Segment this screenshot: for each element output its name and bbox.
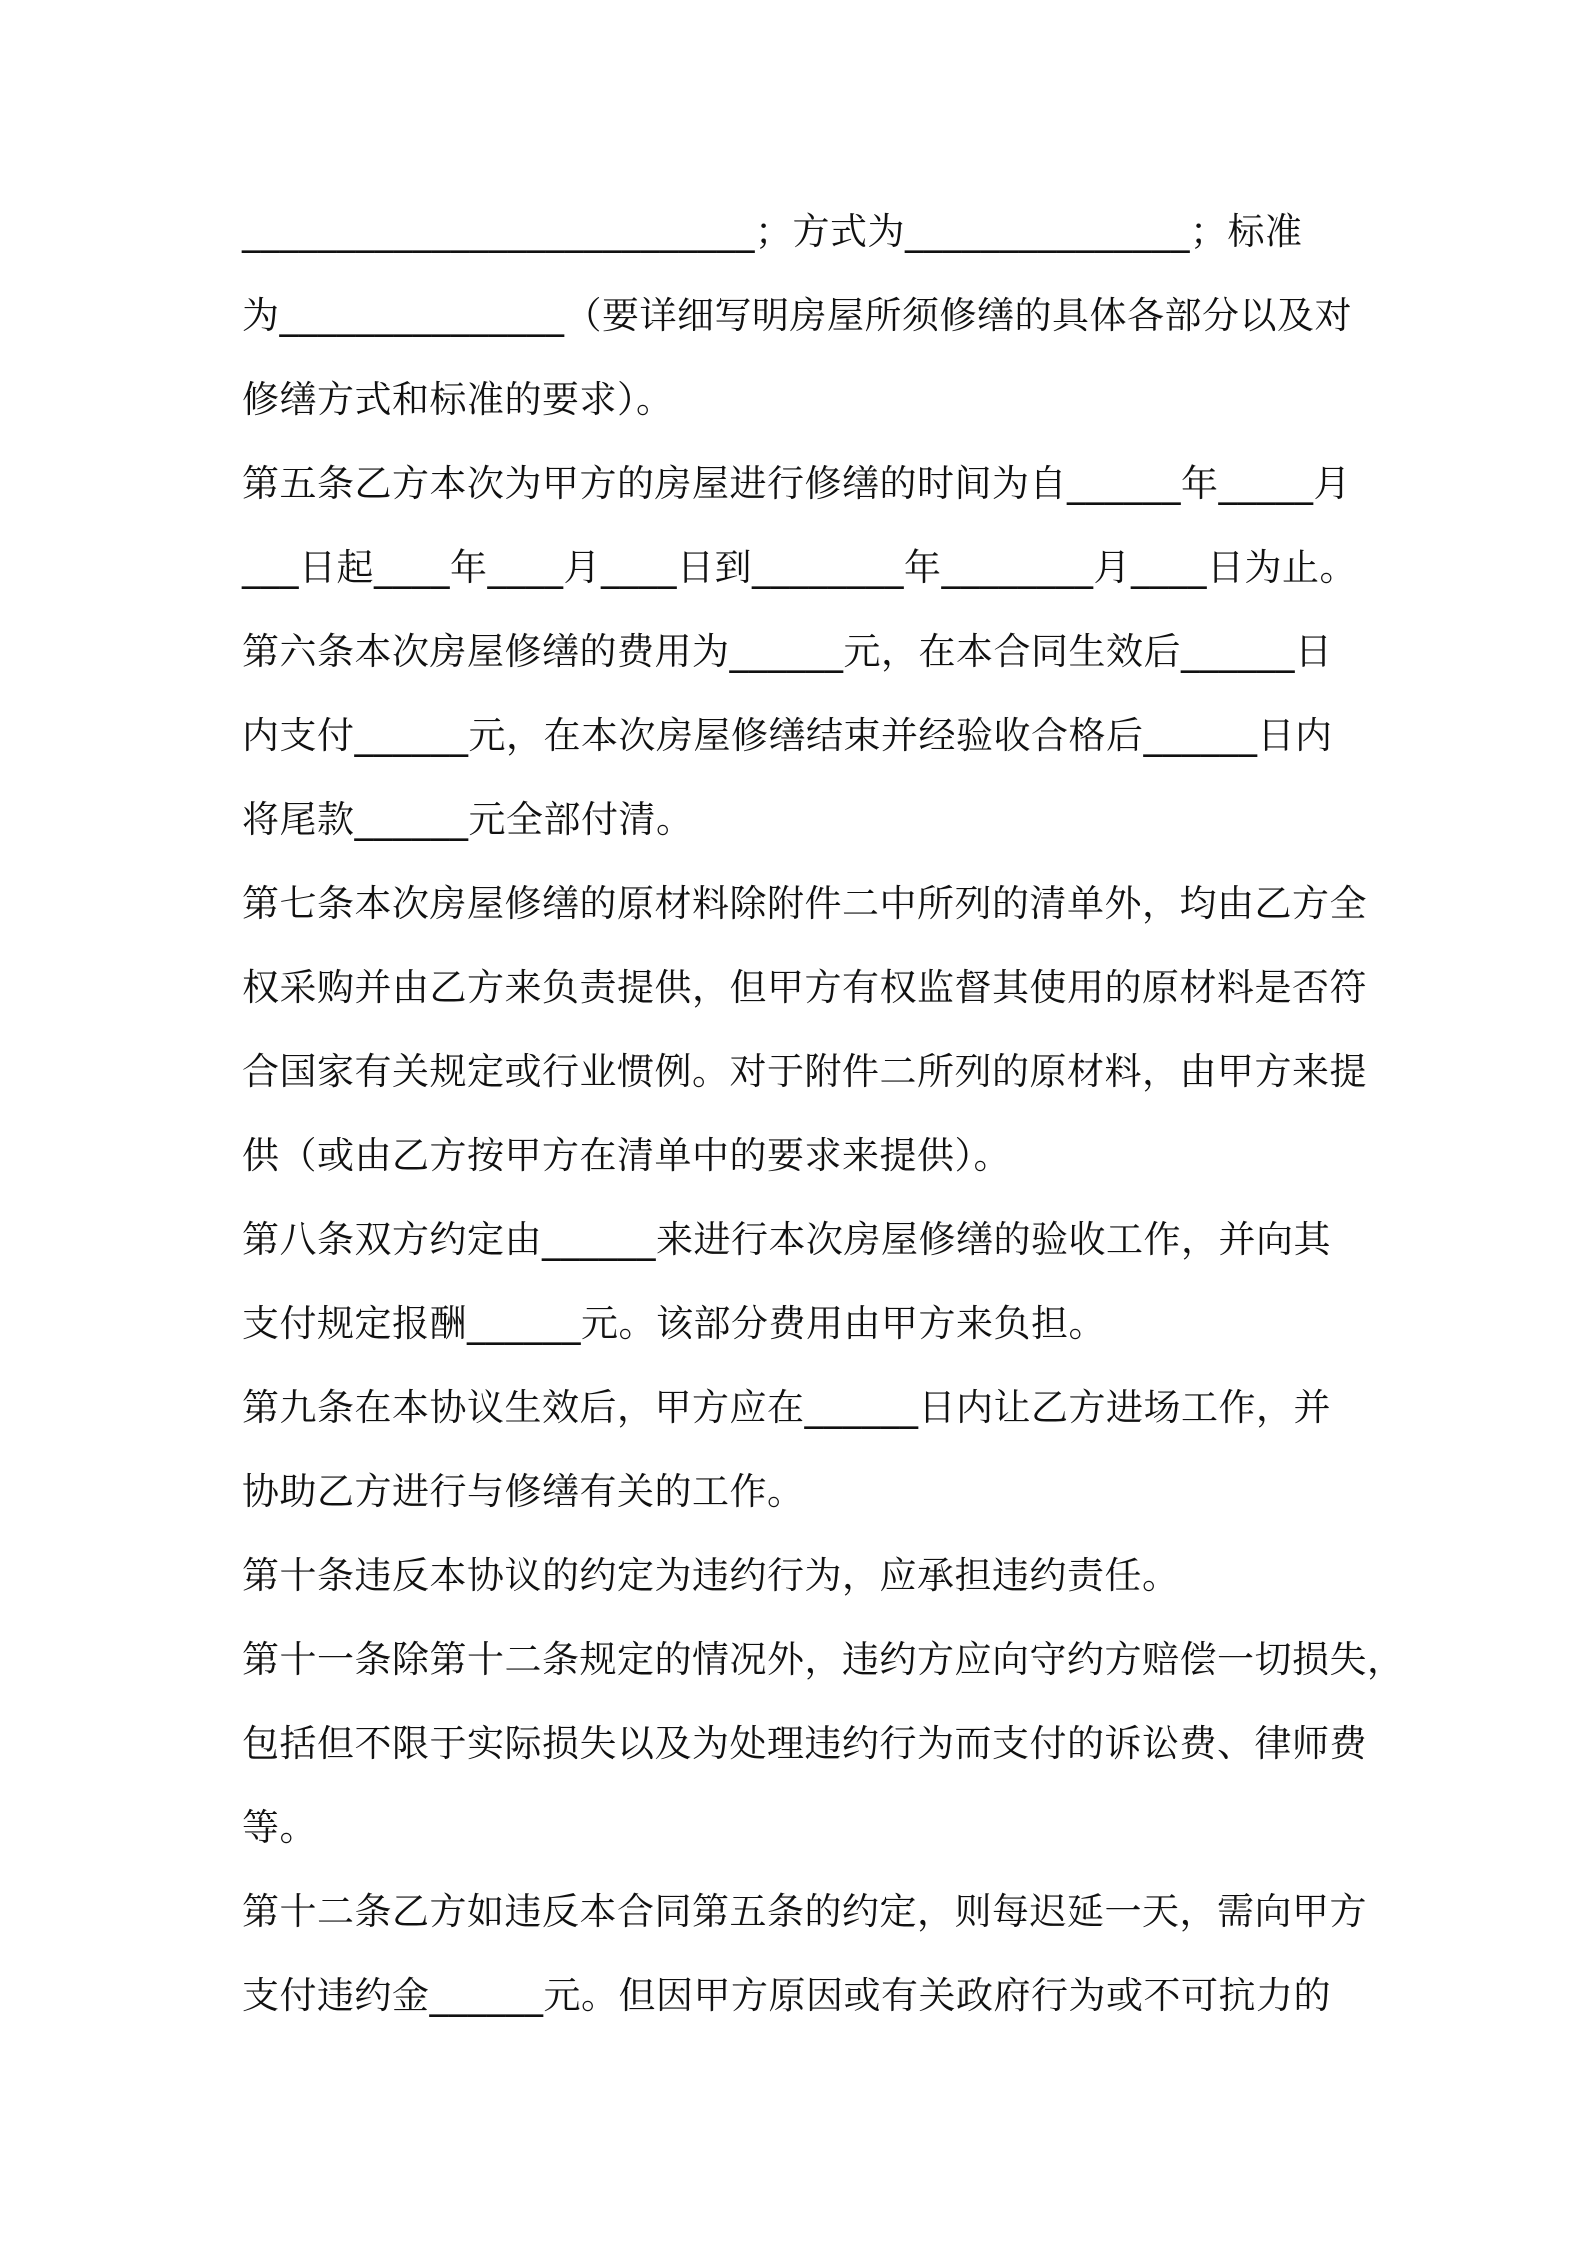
text-line: 内支付______元，在本次房屋修缮结束并经验收合格后______日内: [242, 714, 1333, 757]
text-line: 支付规定报酬______元。该部分费用由甲方来负担。: [242, 1302, 1106, 1345]
text-line: 合国家有关规定或行业惯例。对于附件二所列的原材料，由甲方来提: [242, 1050, 1367, 1093]
text-line: 支付违约金______元。但因甲方原因或有关政府行为或不可抗力的: [242, 1974, 1331, 2017]
text-line: 为_______________（要详细写明房屋所须修缮的具体各部分以及对: [242, 294, 1352, 337]
text-line: 协助乙方进行与修缮有关的工作。: [242, 1470, 805, 1513]
text-line: 将尾款______元全部付清。: [242, 798, 694, 841]
contract-body: [242, 190, 1405, 2038]
text-line: ___日起____年____月____日到________年________月____日为止。: [242, 546, 1357, 589]
article-10-line: 第十条违反本协议的约定为违约行为，应承担违约责任。: [242, 1554, 1180, 1597]
article-9-line: 第九条在本协议生效后，甲方应在______日内让乙方进场工作，并: [242, 1386, 1331, 1429]
text-line: 修缮方式和标准的要求）。: [242, 378, 674, 421]
article-12-line: 第十二条乙方如违反本合同第五条的约定，则每迟延一天，需向甲方: [242, 1890, 1367, 1933]
text-line: 等。: [242, 1806, 317, 1849]
article-5-line: 第五条乙方本次为甲方的房屋进行修缮的时间为自______年_____月: [242, 462, 1351, 505]
article-11-line: 第十一条除第十二条规定的情况外，违约方应向守约方赔偿一切损失，: [242, 1638, 1405, 1681]
text-line: ___________________________；方式为_______________；标准: [242, 210, 1303, 253]
article-8-line: 第八条双方约定由______来进行本次房屋修缮的验收工作，并向其: [242, 1218, 1331, 1261]
text-line: 供（或由乙方按甲方在清单中的要求来提供）。: [242, 1134, 1011, 1177]
article-7-line: 第七条本次房屋修缮的原材料除附件二中所列的清单外，均由乙方全: [242, 882, 1367, 925]
text-line: 包括但不限于实际损失以及为处理违约行为而支付的诉讼费、律师费: [242, 1722, 1367, 1765]
text-line: 权采购并由乙方来负责提供，但甲方有权监督其使用的原材料是否符: [242, 966, 1367, 1009]
article-6-line: 第六条本次房屋修缮的费用为______元，在本合同生效后______日: [242, 630, 1333, 673]
